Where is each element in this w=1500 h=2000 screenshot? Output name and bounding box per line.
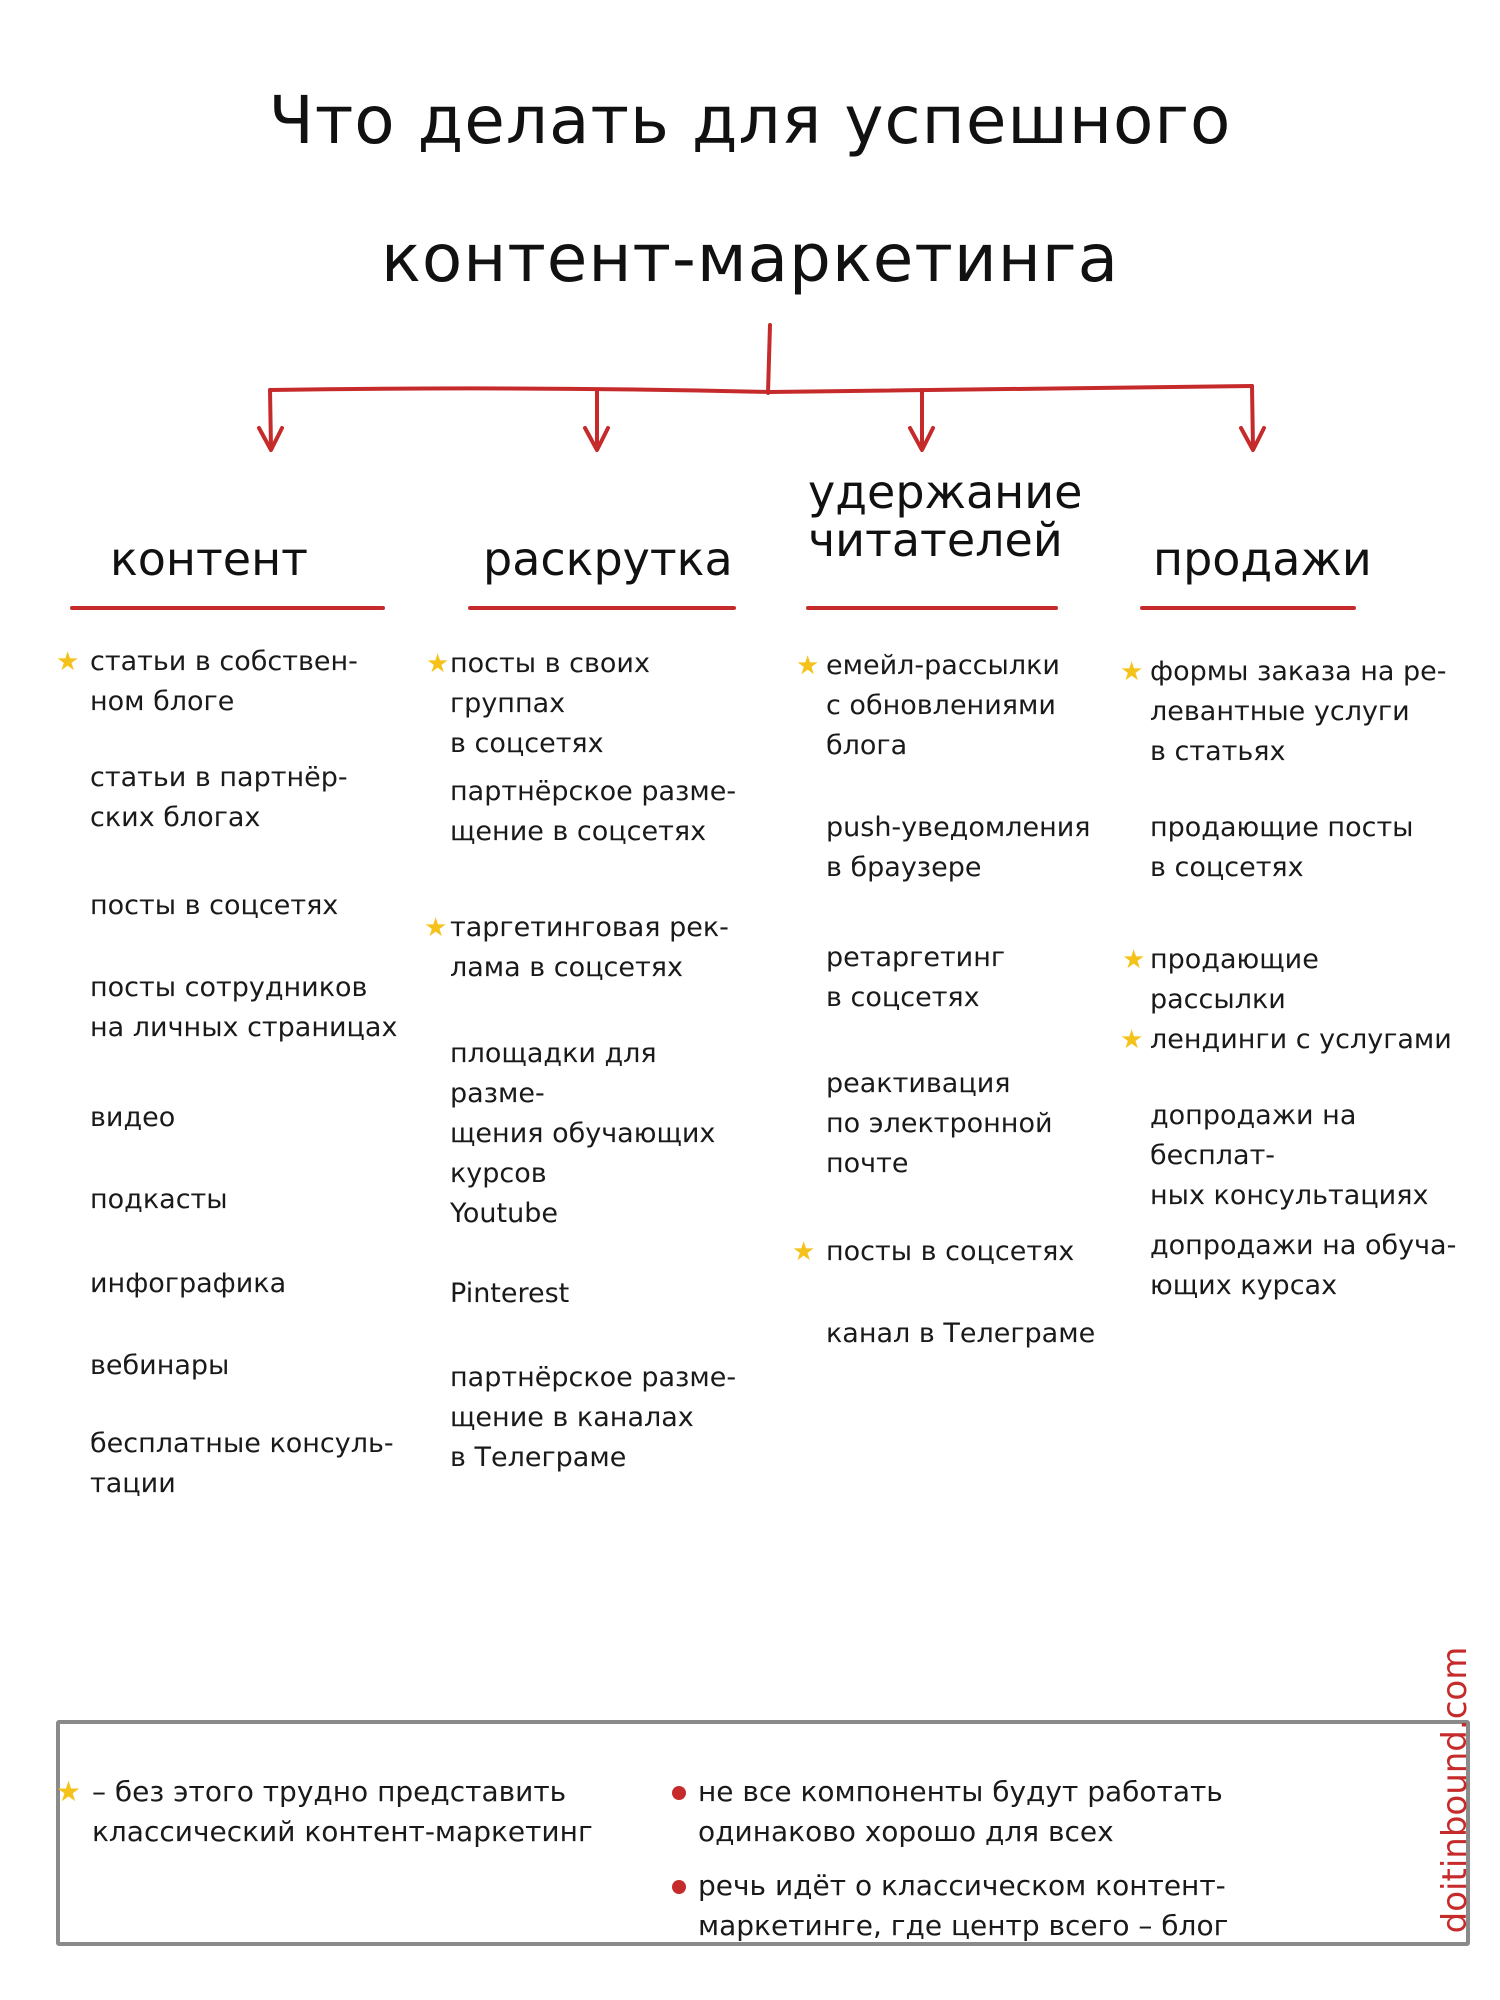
column-underline-content [70,606,385,610]
list-item: лендинги с услугами [1150,1024,1452,1055]
star-icon: ★ [426,649,450,679]
title-line-2: контент-маркетинга [380,220,1120,297]
list-item: посты сотрудников на личных страницах [90,972,398,1043]
column-heading-retention: удержание читателей [808,465,1083,568]
list-item: допродажи на бесплат- ных консультациях [1150,1100,1429,1211]
list-item: реактивация по электронной почте [826,1068,1053,1179]
trunk-line [768,325,770,393]
list-item: продающие рассылки [1150,944,1319,1015]
column-heading-content: контент [110,532,308,586]
legend-note-2: речь идёт о классическом контент- маркетинге, где центр всего – блог [698,1869,1229,1942]
list-item: бесплатные консуль- тации [90,1428,394,1499]
list-item: подкасты [90,1184,228,1215]
column-heading-sales: продажи [1153,532,1372,586]
star-icon: ★ [1122,945,1146,975]
list-item: инфографика [90,1268,287,1299]
list-item: формы заказа на ре- левантные услуги в статьях [1150,656,1447,767]
red-dot-icon [672,1786,686,1800]
list-item: посты в соцсетях [826,1236,1075,1267]
column-underline-retention [806,606,1058,610]
list-item: партнёрское разме- щение в соцсетях [450,776,737,847]
list-item: емейл-рассылки с обновлениями блога [826,650,1060,761]
star-icon: ★ [1120,1025,1144,1055]
legend-note-1: не все компоненты будут работать одинаково хорошо для всех [698,1775,1223,1848]
column-underline-sales [1140,606,1356,610]
list-item: посты в своих группах в соцсетях [450,648,650,759]
list-item: Youtube [450,1198,558,1229]
list-item: продающие посты в соцсетях [1150,812,1414,883]
list-item: посты в соцсетях [90,890,339,921]
list-item: партнёрское разме- щение в каналах в Телеграме [450,1362,737,1473]
column-underline-promotion [468,606,736,610]
list-item: канал в Телеграме [826,1318,1096,1349]
star-icon: ★ [56,1775,82,1808]
list-item: таргетинговая рек- лама в соцсетях [450,912,729,983]
watermark: doitinbound.com [1435,1646,1475,1934]
list-item: ретаргетинг в соцсетях [826,942,1006,1013]
star-icon: ★ [792,1237,816,1267]
branch-stem-1 [270,390,271,448]
list-item: вебинары [90,1350,230,1381]
title-line-1: Что делать для успешного [268,82,1232,159]
star-icon: ★ [796,651,820,681]
list-item: Pinterest [450,1278,570,1309]
list-item: push-уведомления в браузере [826,812,1091,883]
star-icon: ★ [56,647,80,677]
list-item: статьи в собствен- ном блоге [90,646,358,717]
branch-arrows [0,0,1500,480]
list-item: площадки для разме- щения обучающих курсов [450,1038,716,1189]
star-icon: ★ [424,913,448,943]
star-icon: ★ [1120,657,1144,687]
list-item: статьи в партнёр- ских блогах [90,762,348,833]
list-item: видео [90,1102,176,1133]
list-item: допродажи на обуча- ющих курсах [1150,1230,1457,1301]
branch-stem-4 [1252,386,1253,448]
red-dot-icon [672,1880,686,1894]
branch-bar [270,386,1252,392]
column-heading-promotion: раскрутка [483,532,733,586]
legend-star-note: – без этого трудно представить классический контент-маркетинг [92,1775,593,1848]
